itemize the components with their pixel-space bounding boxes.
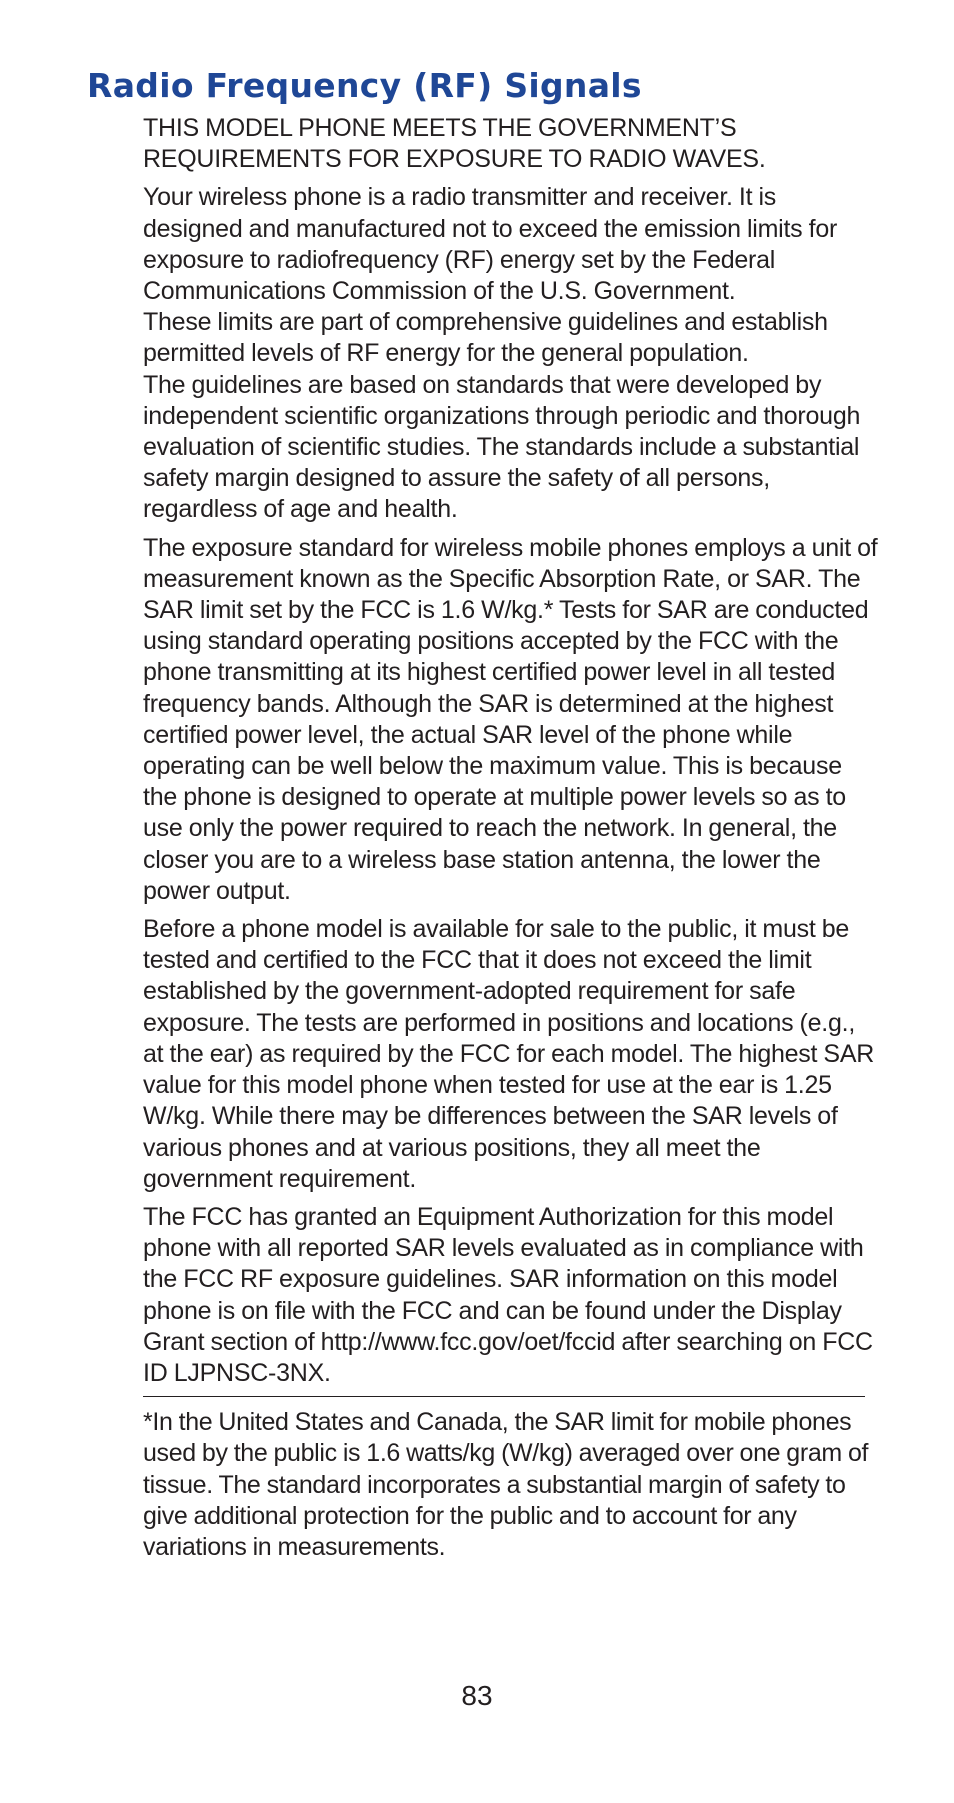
- footnote: *In the United States and Canada, the SAR limit for mobile phones used by the public is 1.6 watts/kg (W/kg) averaged over one gram of tissue. The standard incorporates a substantial margin of safety to give additional protection for the public and to account for any variations in measurements.: [143, 1408, 869, 1561]
- paragraph-limits: These limits are part of comprehensive guidelines and establish permitted levels of RF energy for the general population.: [143, 308, 828, 368]
- paragraph-compliance-statement: THIS MODEL PHONE MEETS THE GOVERNMENT’S REQUIREMENTS FOR EXPOSURE TO RADIO WAVES.: [143, 114, 766, 174]
- paragraph-sar-standard: The exposure standard for wireless mobile phones employs a unit of measurement known as the Specific Absorption Rate, or SAR. The SAR limit set by the FCC is 1.6 W/kg.* Tests for SAR are conducted using standard operating positions accepted by the FCC with the phone transmitting at its highest certified power level in all tested frequency bands. Although the SAR is determined at the highest certified power level, the actual SAR level of the phone while operating can be well below the maximum value. This is because the phone is designed to operate at multiple power levels so as to use only the power required to reach the network. In general, the closer you are to a wireless base station antenna, the lower the power output.: [143, 533, 878, 905]
- paragraph-guidelines: The guidelines are based on standards that were developed by independent scientific organizations through periodic and thorough evaluation of scientific studies. The standards include a substantial safety margin designed to assure the safety of all persons, regardless of age and health.: [143, 370, 861, 524]
- paragraph-transmitter-intro: Your wireless phone is a radio transmitter and receiver. It is designed and manufactured not to exceed the emission limits for exposure to radiofrequency (RF) energy set by the Federal Communications Commission of the U.S. Government.: [143, 183, 838, 306]
- section-heading: Radio Frequency (RF) Signals: [87, 66, 642, 105]
- paragraph-certification: Before a phone model is available for sale to the public, it must be tested and certified to the FCC that it does not exceed the limit established by the government-adopted requirement for safe exposure. The tests are performed in positions and locations (e.g., at the ear) as required by the FCC for each model. The highest SAR value for this model phone when tested for use at the ear is 1.25 W/kg. While there may be differences between the SAR levels of various phones and at various positions, they all meet the government requirement.: [143, 915, 875, 1193]
- paragraph-equipment-authorization: The FCC has granted an Equipment Authorization for this model phone with all reported SAR levels evaluated as in compliance with the FCC RF exposure guidelines. SAR information on this model phone is on file with the FCC and can be found under the Display Grant section of http://www.fcc.gov/oet/fccid after searching on FCC ID LJPNSC-3NX.: [143, 1202, 873, 1387]
- page-number: 83: [461, 1680, 493, 1711]
- section-body: [143, 113, 878, 1563]
- footnote-divider: [143, 1396, 865, 1397]
